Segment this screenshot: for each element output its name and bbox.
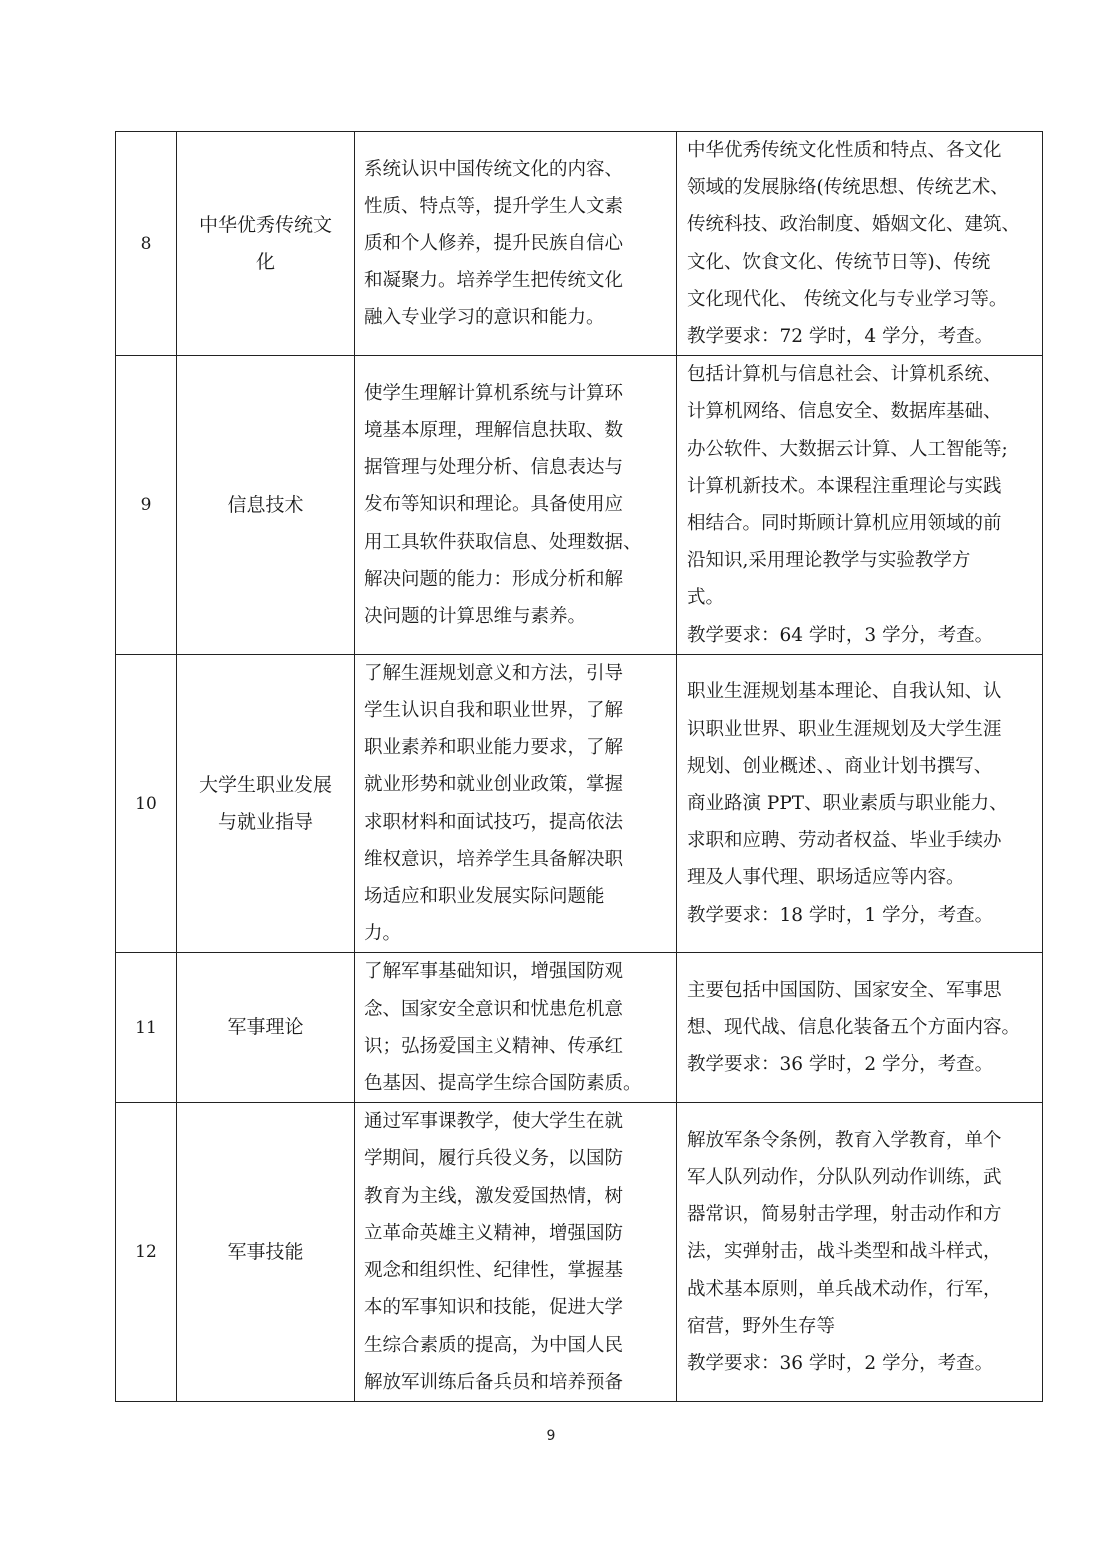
teaching-requirement: 教学要求：36 学时，2 学分，考查。 bbox=[687, 1054, 994, 1076]
teaching-requirement: 教学要求：72 学时，4 学分，考查。 bbox=[687, 326, 994, 348]
page-number: 9 bbox=[546, 1428, 556, 1444]
course-name: 中华优秀传统文 化 bbox=[177, 132, 355, 356]
course-goal: 了解生涯规划意义和方法，引导 学生认识自我和职业世界，了解 职业素养和职业能力要求，了解 就业形势和就业创业政策，掌握 求职材料和面试技巧，提高依法 维权意识，培养学生具备解决职 场适应和职业发展实际问题能 力。 bbox=[355, 654, 677, 953]
table-row bbox=[116, 953, 1043, 1103]
course-name: 信息技术 bbox=[177, 356, 355, 655]
row-number: 10 bbox=[116, 654, 177, 953]
row-number: 12 bbox=[116, 1103, 177, 1402]
row-number: 11 bbox=[116, 953, 177, 1103]
course-goal: 使学生理解计算机系统与计算环 境基本原理，理解信息扶取、数 据管理与处理分析、信息表达与 发布等知识和理论。具备使用应 用工具软件获取信息、处理数据、 解决问题的能力：形成分析和解 决问题的计算思维与素养。 bbox=[355, 356, 677, 655]
table-row bbox=[116, 1103, 1043, 1402]
course-content: 中华优秀传统文化性质和特点、各文化 领域的发展脉络(传统思想、传统艺术、 传统科技、政治制度、婚姻文化、建筑、 文化、饮食文化、传统节日等)、传统 文化现代化、 传统文化与专业学习等。 教学要求：72 学时，4 学分，考查。 bbox=[677, 132, 1043, 356]
teaching-requirement: 教学要求：18 学时，1 学分，考查。 bbox=[687, 904, 994, 926]
table-row bbox=[116, 654, 1043, 953]
course-goal: 通过军事课教学，使大学生在就 学期间，履行兵役义务，以国防 教育为主线，激发爱国热情，树 立革命英雄主义精神，增强国防 观念和组织性、纪律性，掌握基 本的军事知识和技能，促进大学 生综合素质的提高，为中国人民 解放军训练后备兵员和培养预备 bbox=[355, 1103, 677, 1402]
course-name: 军事技能 bbox=[177, 1103, 355, 1402]
course-content: 职业生涯规划基本理论、自我认知、认 识职业世界、职业生涯规划及大学生涯 规划、创业概述、、商业计划书撰写、 商业路演 PPT、职业素质与职业能力、 求职和应聘、劳动者权益、毕业手续办 理及人事代理、职场适应等内容。 教学要求：18 学时，1 学分，考查。 bbox=[677, 654, 1043, 953]
course-content: 主要包括中国国防、国家安全、军事思 想、现代战、信息化装备五个方面内容。 教学要求：36 学时，2 学分，考查。 bbox=[677, 953, 1043, 1103]
row-number: 8 bbox=[116, 132, 177, 356]
course-goal: 系统认识中国传统文化的内容、 性质、特点等，提升学生人文素 质和个人修养，提升民族自信心 和凝聚力。培养学生把传统文化 融入专业学习的意识和能力。 bbox=[355, 132, 677, 356]
course-name: 军事理论 bbox=[177, 953, 355, 1103]
teaching-requirement: 教学要求：64 学时，3 学分，考查。 bbox=[687, 624, 994, 646]
course-name: 大学生职业发展 与就业指导 bbox=[177, 654, 355, 953]
table-row bbox=[116, 356, 1043, 655]
row-number: 9 bbox=[116, 356, 177, 655]
course-goal: 了解军事基础知识，增强国防观 念、国家安全意识和忧患危机意 识；弘扬爱国主义精神、传承红 色基因、提高学生综合国防素质。 bbox=[355, 953, 677, 1103]
course-table bbox=[115, 131, 1043, 1402]
course-content: 解放军条令条例，教育入学教育，单个 军人队列动作，分队队列动作训练，武 器常识，简易射击学理，射击动作和方 法，实弹射击，战斗类型和战斗样式， 战术基本原则，单兵战术动作，行军， 宿营，野外生存等 教学要求：36 学时，2 学分，考查。 bbox=[677, 1103, 1043, 1402]
teaching-requirement: 教学要求：36 学时，2 学分，考查。 bbox=[687, 1353, 994, 1375]
course-content: 包括计算机与信息社会、计算机系统、 计算机网络、信息安全、数据库基础、 办公软件、大数据云计算、人工智能等; 计算机新技术。本课程注重理论与实践 相结合。同时斯顾计算机应用领域的前 沿知识,采用理论教学与实验教学方 式。 教学要求：64 学时，3 学分，考查。 bbox=[677, 356, 1043, 655]
table-row bbox=[116, 132, 1043, 356]
